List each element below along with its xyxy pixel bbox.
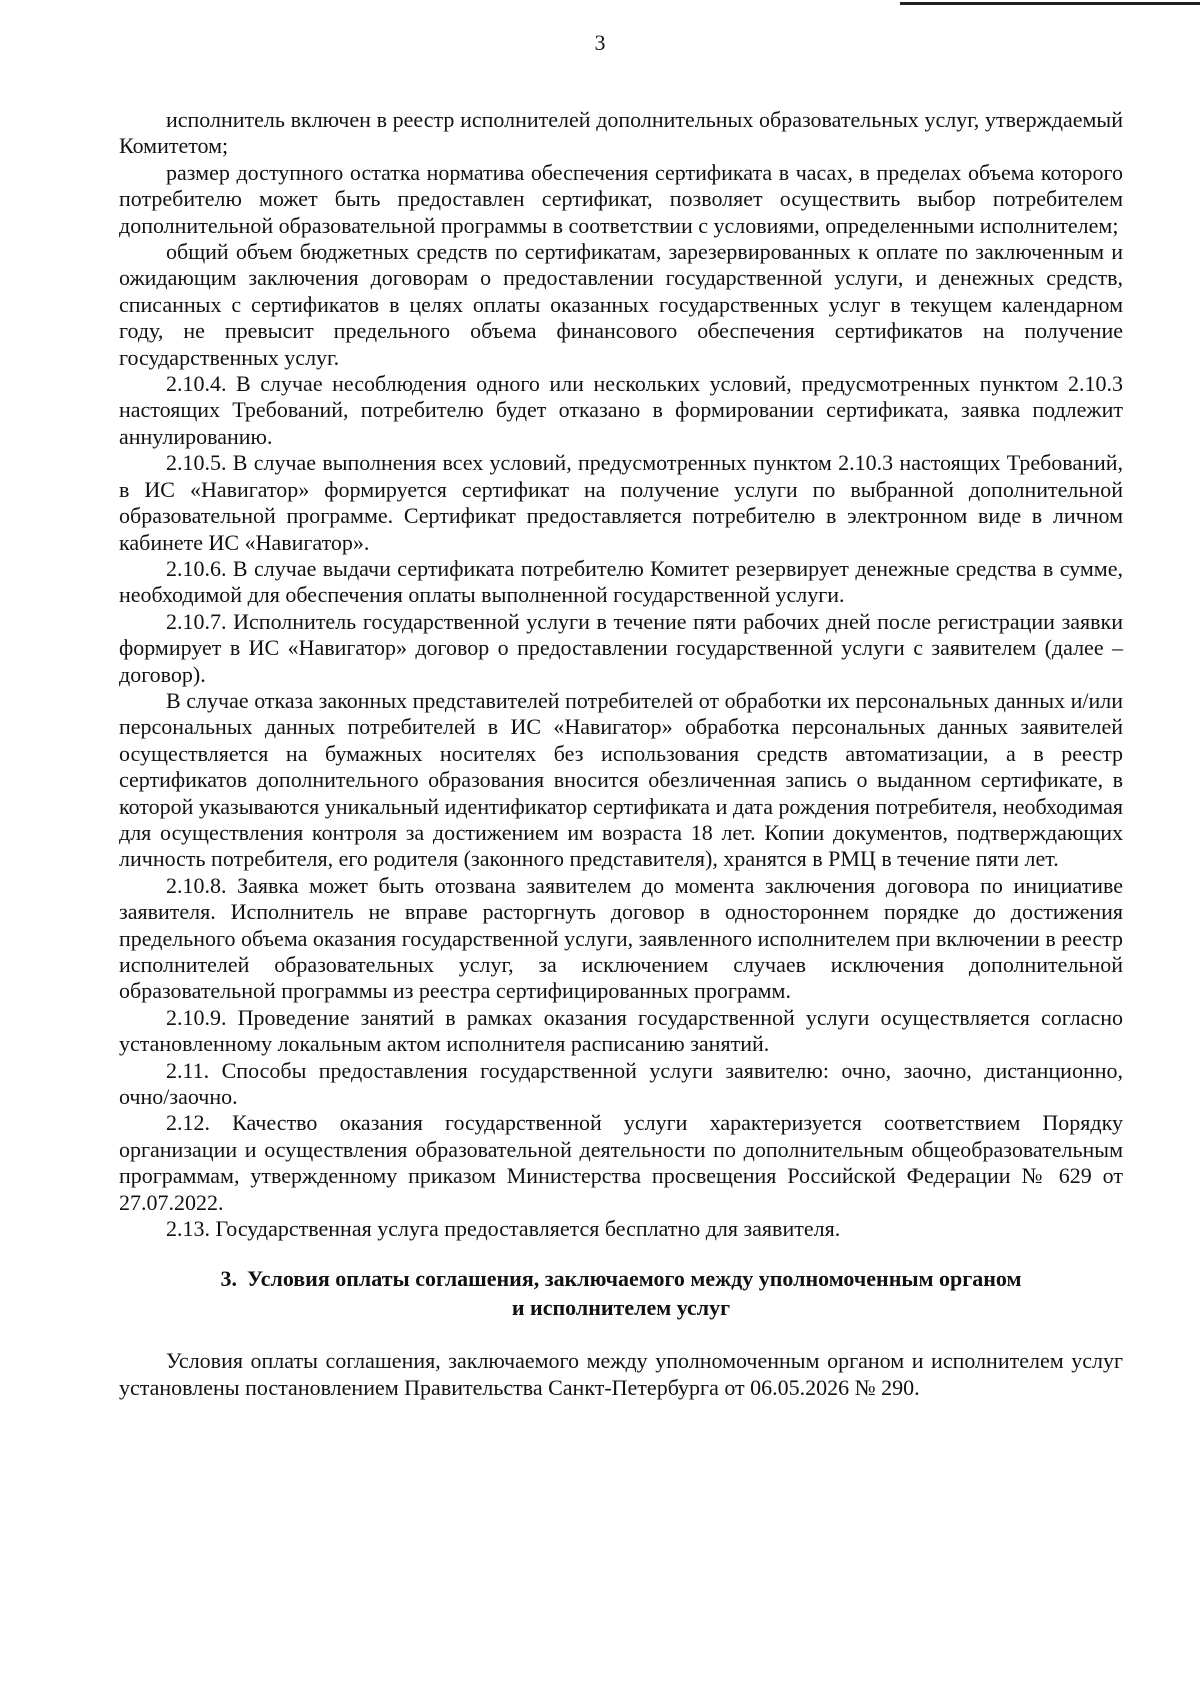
paragraph-2-12: 2.12. Качество оказания государственной услуги характеризуется соответствием Порядку организации и осуществления образовательной деятельности по дополнительным общеобразовательным программам, утвержденному приказом Министерства просвещения Российской Федерации № 629 от 27.07.2022. (119, 1110, 1123, 1215)
paragraph-1: исполнитель включен в реестр исполнителей дополнительных образовательных услуг, утверждаемый Комитетом; (119, 107, 1123, 159)
top-edge-rule (900, 2, 1200, 5)
section-heading (119, 1264, 1123, 1322)
section-title-part-1: Условия оплаты соглашения, заключаемого между уполномоченным органом (246, 1266, 1022, 1292)
section-heading-line-1 (119, 1264, 1123, 1293)
paragraph-2-10-4: 2.10.4. В случае несоблюдения одного или нескольких условий, предусмотренных пунктом 2.10.3 настоящих Требований, потребителю будет отказано в формировании сертификата, заявка подлежит аннулированию. (119, 371, 1123, 449)
paragraph-payment-conditions: Условия оплаты соглашения, заключаемого между уполномоченным органом и исполнителем услуг установлены постановлением Правительства Санкт-Петербурга от 06.05.2026 № 290. (119, 1348, 1123, 1400)
paragraph-3: общий объем бюджетных средств по сертификатам, зарезервированных к оплате по заключенным и ожидающим заключения договорам о предоставлении государственной услуги, и денежных средств, списанных с сертификатов в целях оплаты оказанных государственных услуг в текущем календарном году, не превысит предельного объема финансового обеспечения сертификатов на получение государственных услуг. (119, 239, 1123, 370)
paragraph-2: размер доступного остатка норматива обеспечения сертификата в часах, в пределах объема которого потребителю может быть предоставлен сертификат, позволяет осуществить выбор потребителем дополнительной образовательной программы в соответствии с условиями, определенными исполнителем; (119, 159, 1123, 238)
document-body (119, 107, 1123, 1401)
paragraph-2-10-8: 2.10.8. Заявка может быть отозвана заявителем до момента заключения договора по инициативе заявителя. Исполнитель не вправе расторгнуть договор в одностороннем порядке до достижения предельного объема оказания государственной услуги, заявленного исполнителем при включении в реестр исполнителей образовательных услуг, за исключением случаев исключения дополнительной образовательной программы из реестра сертифицированных программ. (119, 872, 1123, 1004)
section-number: 3. (220, 1266, 237, 1292)
paragraph-refusal-personal-data: В случае отказа законных представителей потребителей от обработки их персональных данных и/или персональных данных потребителей в ИС «Навигатор» обработка персональных данных заявителей осуществляется на бумажных носителях без использования средств автоматизации, а в реестр сертификатов дополнительного образования вносится обезличенная запись о выданном сертификате, в которой указываются уникальный идентификатор сертификата и дата рождения потребителя, необходимая для осуществления контроля за достижением им возраста 18 лет. Копии документов, подтверждающих личность потребителя, его родителя (законного представителя), хранятся в РМЦ в течение пяти лет. (119, 687, 1123, 872)
paragraph-2-13: 2.13. Государственная услуга предоставляется бесплатно для заявителя. (166, 1216, 841, 1242)
paragraph-2-10-7: 2.10.7. Исполнитель государственной услуги в течение пяти рабочих дней после регистрации заявки формирует в ИС «Навигатор» договор о предоставлении государственной услуги с заявителем (далее – договор). (119, 608, 1123, 687)
paragraph-2-10-5: 2.10.5. В случае выполнения всех условий, предусмотренных пунктом 2.10.3 настоящих Требований, в ИС «Навигатор» формируется сертификат на получение услуги по выбранной дополнительной образовательной программе. Сертификат предоставляется потребителю в электронном виде в личном кабинете ИС «Навигатор». (119, 450, 1123, 555)
section-heading-line-2: и исполнителем услуг (511, 1295, 731, 1321)
paragraph-2-10-9: 2.10.9. Проведение занятий в рамках оказания государственной услуги осуществляется согласно установленному локальным актом исполнителя расписанию занятий. (119, 1004, 1123, 1057)
paragraph-2-11: 2.11. Способы предоставления государственной услуги заявителю: очно, заочно, дистанционно, очно/заочно. (119, 1057, 1123, 1110)
paragraph-2-10-6: 2.10.6. В случае выдачи сертификата потребителю Комитет резервирует денежные средства в сумме, необходимой для обеспечения оплаты выполненной государственной услуги. (119, 555, 1123, 608)
page-number: 3 (594, 30, 606, 55)
